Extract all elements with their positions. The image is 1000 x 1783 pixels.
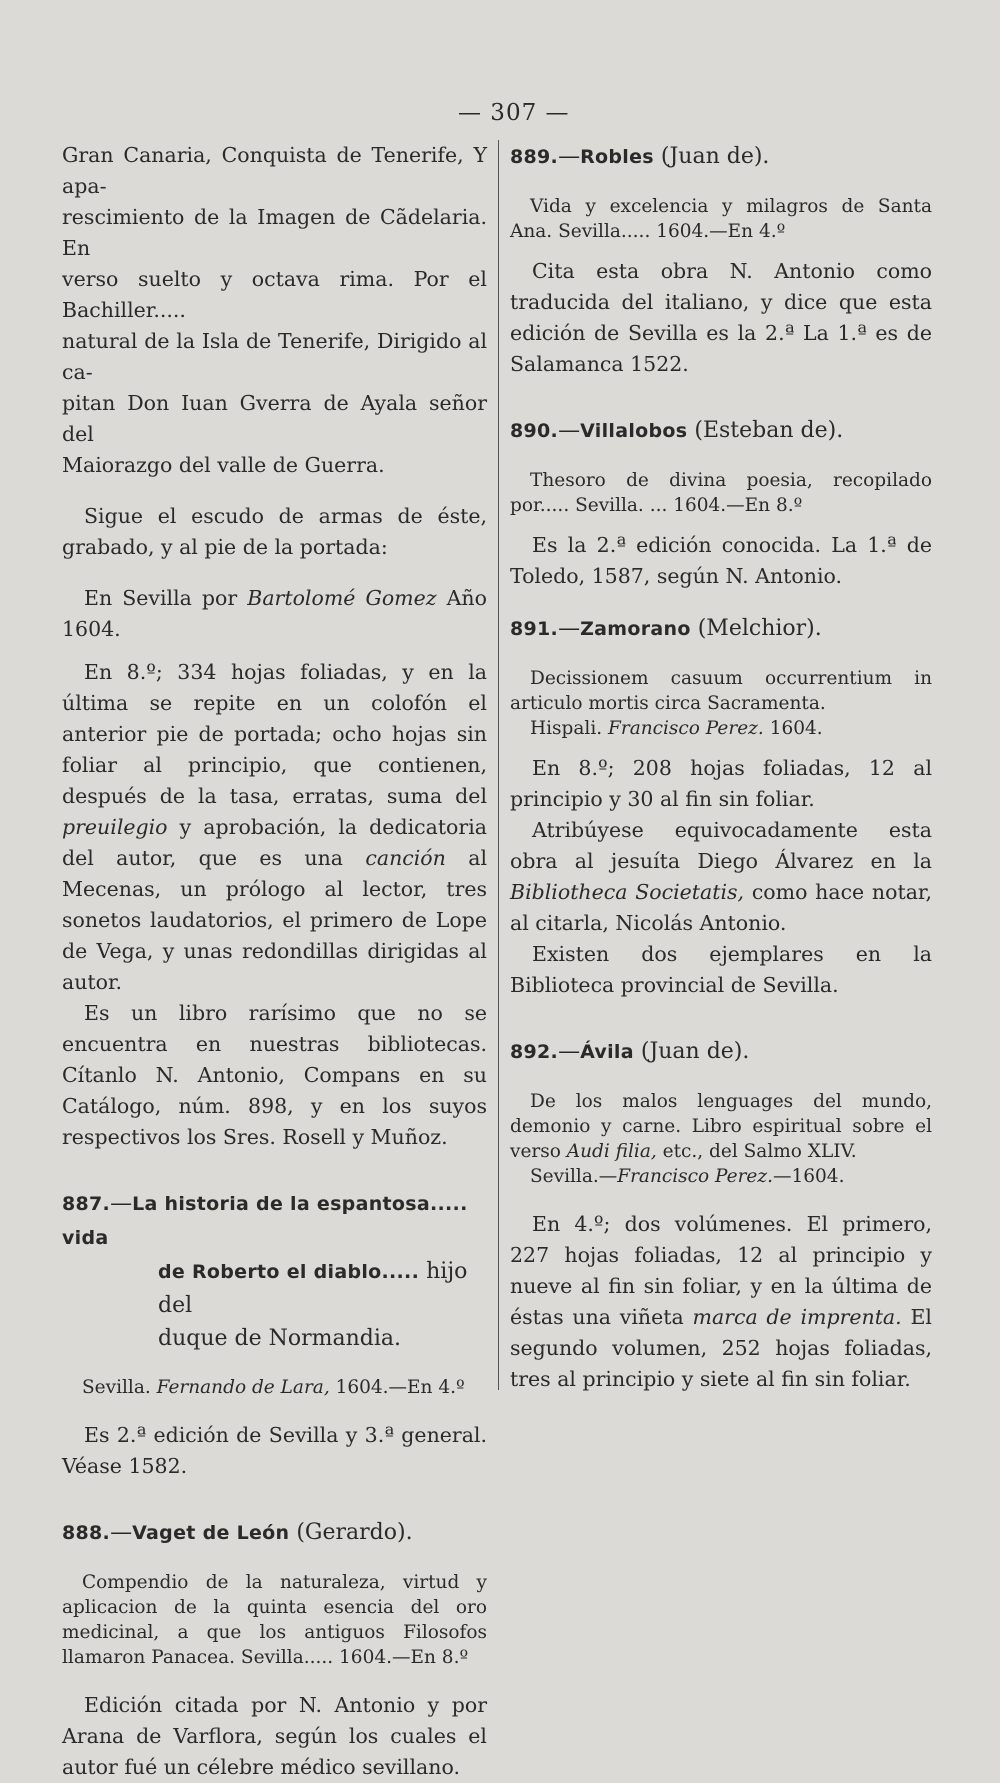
entry-890-title: Thesoro de divina poesia, recopilado por..... Sevilla. ... 1604.—En 8.º: [510, 470, 932, 516]
imprint-line: En Sevilla por Bartolomé Gomez Año 1604.: [62, 586, 487, 641]
intro-line: Maiorazgo del valle de Guerra.: [62, 453, 385, 477]
intro-line: natural de la Isla de Tenerife, Dirigido al ca-: [62, 329, 487, 384]
page-number: — 307 —: [458, 100, 570, 126]
entry-892-imprint: Sevilla.—Francisco Perez.—1604.: [530, 1166, 845, 1187]
intro-line: verso suelto y octava rima. Por el Bachiller.....: [62, 267, 487, 322]
entry-887-heading: 887.—La historia de la espantosa..... vida de Roberto el diablo..... hijo del duque de Normandia.: [62, 1191, 468, 1351]
intro-line: pitan Don Iuan Gverra de Ayala señor del: [62, 391, 487, 446]
entry-892-note: En 4.º; dos volúmenes. El primero, 227 hojas foliadas, 12 al principio y nueve al fin sin foliar, y en la última de éstas una viñeta marca de imprenta. El segundo volumen, 252 hojas foliadas, tres al principio y siete al fin sin foliar.: [510, 1212, 932, 1391]
paragraph-description: En 8.º; 334 hojas foliadas, y en la última se repite en un colofón el anterior pie de portada; ocho hojas sin foliar al principio, que contienen, después de la tasa, erratas, suma del preuilegio y aprobación, la dedicatoria del autor, que es una canción al Mecenas, un prólogo al lector, tres sonetos laudatorios, el primero de Lope de Vega, y unas redondillas dirigidas al autor.: [62, 660, 487, 994]
entry-889-note: Cita esta obra N. Antonio como traducida del italiano, y dice que esta edición de Sevilla es la 2.ª La 1.ª es de Salamanca 1522.: [510, 259, 932, 376]
intro-line: rescimiento de la Imagen de Cãdelaria. En: [62, 205, 487, 260]
entry-891-imprint: Hispali. Francisco Perez. 1604.: [530, 718, 823, 739]
entry-890-heading: 890.—Villalobos (Esteban de).: [510, 418, 844, 443]
left-column: [62, 140, 487, 1783]
entry-892-title: De los malos lenguages del mundo, demonio y carne. Libro espiritual sobre el verso Audi filia, etc., del Salmo XLIV.: [510, 1091, 932, 1162]
intro-line: Gran Canaria, Conquista de Tenerife, Y apa-: [62, 143, 487, 198]
paragraph-rarity: Es un libro rarísimo que no se encuentra en nuestras bibliotecas. Cítanlo N. Antonio, Compans en su Catálogo, núm. 898, y en los suyos respectivos los Sres. Rosell y Muñoz.: [62, 1001, 487, 1149]
entry-891-heading: 891.—Zamorano (Melchior).: [510, 616, 822, 641]
entry-891-note-3: Existen dos ejemplares en la Biblioteca provincial de Sevilla.: [510, 942, 932, 997]
entry-888-title: Compendio de la naturaleza, virtud y aplicacion de la quinta esencia del oro medicinal, a que los antiguos Filosofos llamaron Panacea. Sevilla..... 1604.—En 8.º: [62, 1572, 487, 1668]
right-column: [510, 140, 932, 1395]
entry-891-note-1: En 8.º; 208 hojas foliadas, 12 al principio y 30 al fin sin foliar.: [510, 756, 932, 811]
paragraph-sigue: Sigue el escudo de armas de éste, grabado, y al pie de la portada:: [62, 504, 487, 559]
entry-887-imprint: Sevilla. Fernando de Lara, 1604.—En 4.º: [82, 1377, 465, 1398]
entry-891-title: Decissionem casuum occurrentium in articulo mortis circa Sacramenta.: [510, 668, 932, 714]
entry-892-heading: 892.—Ávila (Juan de).: [510, 1039, 750, 1064]
intro-title-block: [62, 140, 487, 481]
entry-889-title: Vida y excelencia y milagros de Santa Ana. Sevilla..... 1604.—En 4.º: [510, 196, 932, 242]
entry-888-note: Edición citada por N. Antonio y por Arana de Varflora, según los cuales el autor fué un célebre médico sevillano.: [62, 1693, 487, 1779]
entry-889-heading: 889.—Robles (Juan de).: [510, 144, 770, 169]
entry-888-heading: 888.—Vaget de León (Gerardo).: [62, 1520, 413, 1545]
entry-890-note: Es la 2.ª edición conocida. La 1.ª de Toledo, 1587, según N. Antonio.: [510, 533, 932, 588]
entry-891-note-2: Atribúyese equivocadamente esta obra al jesuíta Diego Álvarez en la Bibliotheca Societatis, como hace notar, al citarla, Nicolás Antonio.: [510, 818, 932, 935]
column-divider: [498, 140, 499, 1390]
printer-name: Bartolomé Gomez: [247, 586, 437, 610]
entry-887-note: Es 2.ª edición de Sevilla y 3.ª general. Véase 1582.: [62, 1423, 487, 1478]
